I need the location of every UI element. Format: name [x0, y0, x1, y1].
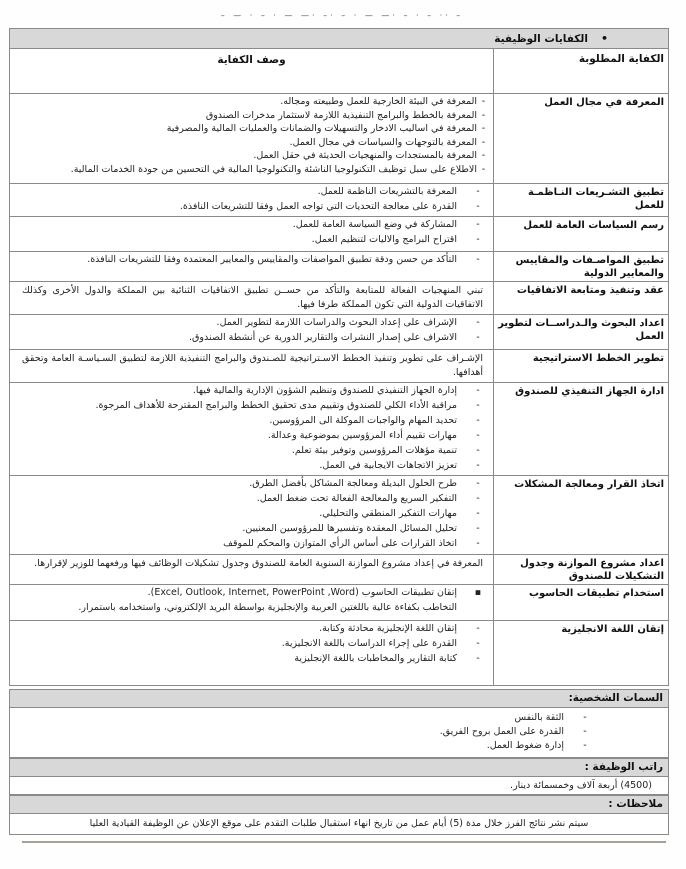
description-item [14, 492, 489, 505]
item-text: التخاطب بكفاءة عالية باللغتين العربية والإنجليزية بواسطة البريد الإلكتروني، واستخدامه باستمرار. [78, 602, 457, 613]
item-text: اقتراح البرامج والاليات لتنظيم العمل. [311, 234, 457, 245]
description-item [14, 459, 489, 472]
bullet-icon: • [600, 32, 608, 45]
section-salary-header [9, 758, 669, 777]
bottom-divider [22, 841, 666, 843]
dash-marker-icon: - [583, 712, 587, 723]
item-text: المعرفة بالمستجدات والمنهجيات الحديثة في حقل العمل. [253, 150, 477, 161]
table-header-row [10, 49, 669, 94]
item-text: المشاركة في وضع السياسة العامة للعمل. [292, 219, 457, 230]
row-label: اتخاذ القرار ومعالجة المشكلات [494, 476, 669, 555]
item-text: تحليل المسائل المعقدة وتفسيرها للمرؤوسين المعنيين. [242, 523, 457, 534]
item-text: التفكير السريع والمعالجة الفعالة تحت ضغط العمل. [256, 493, 457, 504]
item-text: الاشراف على إصدار النشرات والتقارير الدورية عن أنشطة الصندوق. [189, 332, 457, 343]
description-item [14, 109, 489, 122]
row-description [10, 350, 494, 383]
dash-marker-icon: - [476, 623, 480, 634]
item-text: المعرفة في البيئة الخارجية للعمل وطبيعته ومجاله. [280, 96, 477, 107]
description-item [14, 122, 489, 135]
description-item [14, 384, 489, 397]
description-item [14, 601, 489, 614]
table-row [10, 217, 669, 252]
trait-text: الثقة بالنفس [514, 712, 564, 723]
row-description [10, 252, 494, 282]
description-item [14, 399, 489, 412]
row-description [10, 315, 494, 350]
dash-marker-icon: - [476, 523, 480, 534]
dash-marker-icon: - [476, 538, 480, 549]
dash-marker-icon: - [476, 385, 480, 396]
notes-row [9, 813, 669, 835]
item-text: اتخاذ القرارات على أساس الرأي المتوازن والمحكم للموقف [223, 538, 457, 549]
row-label: اعداد البحوث والـدراســات لتطوير العمل [494, 315, 669, 350]
item-text: القدرة على معالجة التحديات التي تواجه العمل وفقا للتشريعات النافذة. [179, 201, 457, 212]
dash-marker-icon: - [476, 653, 480, 664]
dash-marker-icon: - [476, 415, 480, 426]
section-title: الكفايات الوظيفية [494, 33, 588, 45]
dash-marker-icon: - [476, 234, 480, 245]
description-paragraph: تبني المنهجيات الفعالة للمتابعة والتأكد من حســن تطبيق الاتفاقيات الثنائية بين المملكة والدول الأخرى وكذلك الاتفاقيات الدولية التي تكون المملكة طرفا فيها. [22, 285, 483, 310]
col-header-competency-description: وصف الكفاية [10, 49, 494, 94]
row-label: إتقان اللغة الانجليزية [494, 621, 669, 686]
description-item [14, 253, 489, 266]
dash-marker-icon: ▪ [474, 587, 482, 598]
row-label: ادارة الجهاز التنفيذي للصندوق [494, 383, 669, 476]
table-row [10, 555, 669, 585]
dash-marker-icon: - [476, 445, 480, 456]
dash-marker-icon: - [476, 460, 480, 471]
description-item [14, 233, 489, 246]
dash-marker-icon: - [583, 740, 587, 751]
competencies-table-body [10, 94, 669, 686]
item-text: كتابة التقارير والمخاطبات باللغة الإنجليزية [294, 653, 457, 664]
description-paragraph: المعرفة في إعداد مشروع الموازنة السنوية العامة للصندوق وجدول تشكيلات الوظائف فيها ورفعهما للوزير لإقرارها. [34, 558, 483, 569]
row-label: اعداد مشروع الموازنة وجدول التشكيلات للصندوق [494, 555, 669, 585]
table-row [10, 476, 669, 555]
item-text: المعرفة بالخطط والبرامج التنفيذية اللازمة لاستثمار مدخرات الصندوق [205, 109, 477, 121]
dash-marker-icon: - [476, 201, 480, 212]
dash-marker-icon: - [481, 123, 486, 134]
dash-marker-icon: - [481, 150, 486, 161]
description-item [14, 637, 489, 650]
description-item [14, 331, 489, 344]
col-header-required-competency: الكفاية المطلوبة [494, 49, 669, 94]
description-item [14, 200, 489, 213]
item-text: القدرة على إجراء الدراسات باللغة الانجليزية. [281, 638, 457, 649]
description-item [14, 95, 489, 108]
competencies-table [9, 48, 669, 686]
trait-text: إدارة ضغوط العمل. [486, 740, 564, 751]
trait-text: القدرة على العمل بروح الفريق. [439, 726, 564, 737]
notes-text: سيتم نشر نتائج الفرز خلال مدة (5) أيام عمل من تاريخ انهاء استقبال طلبات التقدم على موقع الإعلان عن الوظيفة القيادية العليا [89, 818, 589, 829]
row-description [10, 585, 494, 621]
item-text: المعرفة بالتشريعات الناظمة للعمل. [317, 186, 457, 197]
dash-marker-icon: - [481, 96, 486, 107]
personal-traits-title: السمات الشخصية: [568, 692, 663, 704]
row-description [10, 282, 494, 315]
dash-marker-icon: - [476, 430, 480, 441]
item-text: التأكد من حسن ودقة تطبيق المواصفات والمقاييس والمعايير المعتمدة وفقا للتشريعات النافذة. [87, 254, 457, 265]
item-text: مهارات تقييم أداء المرؤوسين بموضوعية وعدالة. [267, 430, 457, 441]
dash-marker-icon: - [481, 136, 486, 148]
row-description [10, 184, 494, 217]
item-text: مراقبة الأداء الكلي للصندوق وتقييم مدى تحقيق الخطط والبرامج المقترحة للأهداف المرجوة. [95, 400, 457, 411]
salary-value-row [9, 776, 669, 795]
row-label: تطبيق التشـريعات النـاظمـة للعمل [494, 184, 669, 217]
dash-marker-icon: - [481, 163, 486, 175]
description-paragraph: الإشـراف على تطوير وتنفيذ الخطط الاسـتراتيجية للصـندوق والبرامج التنفيذية اللازمة لتطبيق السـياسـة العامة وتحقق أهدافها. [22, 353, 483, 378]
clipped-text-fragments: – ·· – · – ·— — · – ·– ·— — · – · — – [220, 11, 464, 20]
table-row [10, 350, 669, 383]
item-text: مهارات التفكير المنطقي والتحليلي. [319, 508, 457, 519]
description-item [14, 586, 489, 599]
salary-title: راتب الوظيفة : [584, 761, 663, 773]
item-text: المعرفة بالتوجهات والسياسات في مجال العمل. [289, 136, 477, 148]
personal-traits-list [9, 707, 669, 758]
item-text: إدارة الجهاز التنفيذي للصندوق وتنظيم الشؤون الإدارية والمالية فيها. [192, 385, 457, 396]
table-row [10, 585, 669, 621]
dash-marker-icon: - [476, 493, 480, 504]
description-item [14, 414, 489, 427]
personal-trait-item [10, 711, 668, 724]
description-item [14, 444, 489, 457]
row-label: تطبيق المواصـفات والمقاييس والمعايير الدولية [494, 252, 669, 282]
section-personal-traits-header [9, 689, 669, 708]
description-item [14, 316, 489, 329]
description-item [14, 185, 489, 198]
dash-marker-icon: - [476, 219, 480, 230]
item-text: إتقان تطبيقات الحاسوب (Excel, Outlook, Internet, PowerPoint ,Word). [147, 587, 457, 598]
description-item [14, 163, 489, 176]
dash-marker-icon: - [476, 638, 480, 649]
row-description [10, 94, 494, 184]
dash-marker-icon: - [476, 478, 480, 489]
row-description [10, 476, 494, 555]
salary-value: (4500) أربعة آلاف وخمسمائة دينار. [510, 780, 652, 791]
row-label: تطوير الخطط الاستراتيجية [494, 350, 669, 383]
section-notes-header [9, 795, 669, 814]
table-row [10, 94, 669, 184]
item-text: تنمية مؤهلات المرؤوسين وتوفير بيئة تعلم. [291, 445, 457, 456]
section-functional-competencies-header [9, 28, 669, 49]
personal-trait-item [10, 739, 668, 752]
row-description [10, 383, 494, 476]
dash-marker-icon: - [476, 400, 480, 411]
table-row [10, 282, 669, 315]
table-row [10, 252, 669, 282]
table-row [10, 184, 669, 217]
description-item [14, 218, 489, 231]
table-row [10, 621, 669, 686]
item-text: المعرفة في اساليب الادخار والتسهيلات والضمانات والعمليات المالية والمصرفية [166, 123, 477, 134]
dash-marker-icon: - [481, 109, 486, 121]
item-text: تعزيز الاتجاهات الايجابية في العمل. [319, 460, 457, 471]
table-row [10, 315, 669, 350]
row-label: المعرفة في مجال العمل [494, 94, 669, 184]
description-item [14, 622, 489, 635]
row-label: استخدام تطبيقات الحاسوب [494, 585, 669, 621]
dash-marker-icon: - [476, 332, 480, 343]
item-text: تحديد المهام والواجبات الموكلة الى المرؤوسين. [269, 415, 457, 426]
description-item [14, 537, 489, 550]
row-label: رسم السياسات العامة للعمل [494, 217, 669, 252]
dash-marker-icon: - [583, 726, 587, 737]
row-description [10, 555, 494, 585]
personal-trait-item [10, 725, 668, 738]
dash-marker-icon: - [476, 186, 480, 197]
row-description [10, 217, 494, 252]
description-item [14, 477, 489, 490]
dash-marker-icon: - [476, 254, 480, 265]
description-item [14, 136, 489, 149]
item-text: إتقان اللغة الإنجليزية محادثة وكتابة. [319, 623, 457, 634]
item-text: طرح الحلول البديلة ومعالجة المشاكل بأفضل الطرق. [249, 478, 457, 489]
description-item [14, 652, 489, 665]
description-item [14, 149, 489, 162]
description-item [14, 507, 489, 520]
dash-marker-icon: - [476, 508, 480, 519]
row-label: عقد وتنفيذ ومتابعة الاتفاقيات [494, 282, 669, 315]
description-item [14, 429, 489, 442]
table-row [10, 383, 669, 476]
item-text: الإشراف على إعداد البحوث والدراسات اللازمة لتطوير العمل. [216, 317, 457, 328]
item-text: الاطلاع على سبل توظيف التكنولوجيا الناشئة والتكنولوجيا المالية في التحسين من جودة الخدمات المالية. [70, 163, 477, 175]
notes-title: ملاحظات : [608, 798, 663, 810]
dash-marker-icon: - [476, 317, 480, 328]
description-item [14, 522, 489, 535]
row-description [10, 621, 494, 686]
